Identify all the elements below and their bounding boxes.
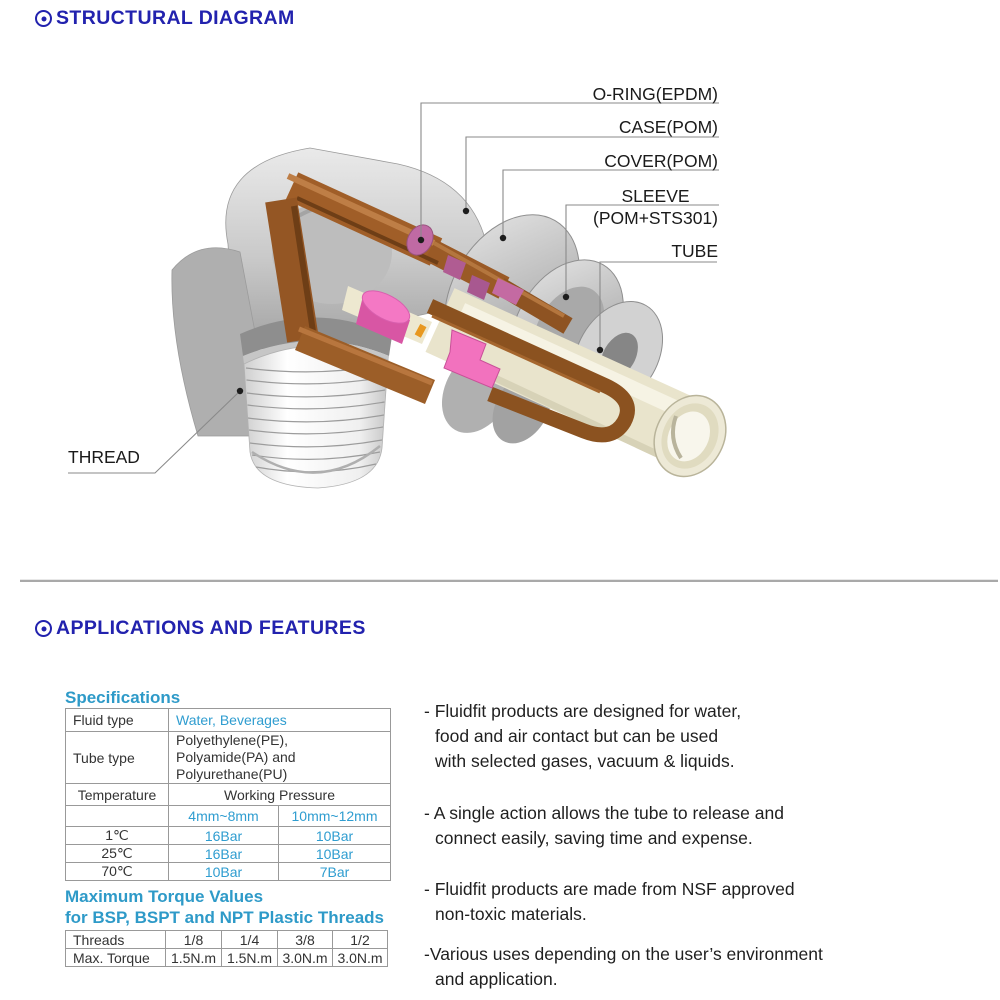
torque-heading-line1: Maximum Torque Values xyxy=(65,887,264,906)
spec-tube-type-label: Tube type xyxy=(66,732,169,784)
diagram-label-tube: TUBE xyxy=(671,241,718,261)
spec-temp-25-small: 16Bar xyxy=(169,845,279,863)
features-list xyxy=(424,699,999,992)
torque-heading xyxy=(65,886,384,928)
torque-thread-1-4: 1/4 xyxy=(222,931,278,949)
section-bullet-icon xyxy=(35,620,52,637)
spec-temp-70-small: 10Bar xyxy=(169,863,279,881)
feature-item-3 xyxy=(424,877,999,927)
section-divider xyxy=(20,579,998,582)
applications-features-title-text: APPLICATIONS AND FEATURES xyxy=(56,617,366,639)
spec-temp-1-large: 10Bar xyxy=(279,827,391,845)
torque-table xyxy=(65,930,388,967)
torque-value-1-2: 3.0N.m xyxy=(333,949,388,967)
spec-temp-70: 70℃ xyxy=(66,863,169,881)
spec-row-temp-1 xyxy=(66,827,391,845)
spec-fluid-type-value: Water, Beverages xyxy=(169,709,391,732)
feature-item-2 xyxy=(424,801,999,851)
spec-row-pressure-header xyxy=(66,784,391,806)
torque-thread-3-8: 3/8 xyxy=(278,931,333,949)
diagram-label-sleeve-line1: SLEEVE xyxy=(621,186,690,206)
specifications-heading: Specifications xyxy=(65,688,181,707)
spec-temp-25-large: 10Bar xyxy=(279,845,391,863)
feature-4-line1: -Various uses depending on the user’s environment xyxy=(424,944,823,964)
feature-1-line3: with selected gases, vacuum & liquids. xyxy=(435,751,735,771)
spec-row-size-header xyxy=(66,806,391,827)
torque-threads-label: Threads xyxy=(66,931,166,949)
spec-tube-type-value: Polyethylene(PE), Polyamide(PA) and Polyurethane(PU) xyxy=(169,732,391,784)
diagram-label-case: CASE(POM) xyxy=(618,117,718,137)
feature-1-line1: - Fluidfit products are designed for water, xyxy=(424,701,742,721)
torque-max-label: Max. Torque xyxy=(66,949,166,967)
spec-row-temp-25 xyxy=(66,845,391,863)
spec-temp-1: 1℃ xyxy=(66,827,169,845)
torque-value-1-8: 1.5N.m xyxy=(166,949,222,967)
torque-heading-line2: for BSP, BSPT and NPT Plastic Threads xyxy=(65,908,384,927)
diagram-label-thread: THREAD xyxy=(68,447,140,467)
feature-item-1 xyxy=(424,699,999,774)
feature-2-line2: connect easily, saving time and expense. xyxy=(435,828,753,848)
feature-3-line2: non-toxic materials. xyxy=(435,904,587,924)
spec-size-header-large: 10mm~12mm xyxy=(279,806,391,827)
torque-thread-1-8: 1/8 xyxy=(166,931,222,949)
applications-features-title xyxy=(35,617,366,640)
spec-working-pressure-label: Working Pressure xyxy=(169,784,391,806)
spec-row-tube-type xyxy=(66,732,391,784)
spec-temp-25: 25℃ xyxy=(66,845,169,863)
spec-row-fluid-type xyxy=(66,709,391,732)
structural-diagram-title-text: STRUCTURAL DIAGRAM xyxy=(56,7,295,29)
spec-temp-1-small: 16Bar xyxy=(169,827,279,845)
spec-temp-70-large: 7Bar xyxy=(279,863,391,881)
torque-value-1-4: 1.5N.m xyxy=(222,949,278,967)
torque-thread-1-2: 1/2 xyxy=(333,931,388,949)
diagram-label-cover: COVER(POM) xyxy=(604,151,718,171)
feature-4-line2: and application. xyxy=(435,969,558,989)
spec-size-header-small: 4mm~8mm xyxy=(169,806,279,827)
torque-row-threads xyxy=(66,931,388,949)
feature-item-4 xyxy=(424,942,999,992)
specifications-table xyxy=(65,708,391,881)
spec-row-temp-70 xyxy=(66,863,391,881)
diagram-label-sleeve-line2: (POM+STS301) xyxy=(593,208,718,228)
diagram-label-oring: O-RING(EPDM) xyxy=(592,84,718,104)
torque-row-values xyxy=(66,949,388,967)
spec-size-header-empty xyxy=(66,806,169,827)
diagram-label-sleeve xyxy=(593,185,718,229)
spec-temperature-label: Temperature xyxy=(66,784,169,806)
torque-value-3-8: 3.0N.m xyxy=(278,949,333,967)
feature-1-line2: food and air contact but can be used xyxy=(435,726,719,746)
feature-3-line1: - Fluidfit products are made from NSF approved xyxy=(424,879,795,899)
feature-2-line1: - A single action allows the tube to release and xyxy=(424,803,784,823)
spec-fluid-type-label: Fluid type xyxy=(66,709,169,732)
